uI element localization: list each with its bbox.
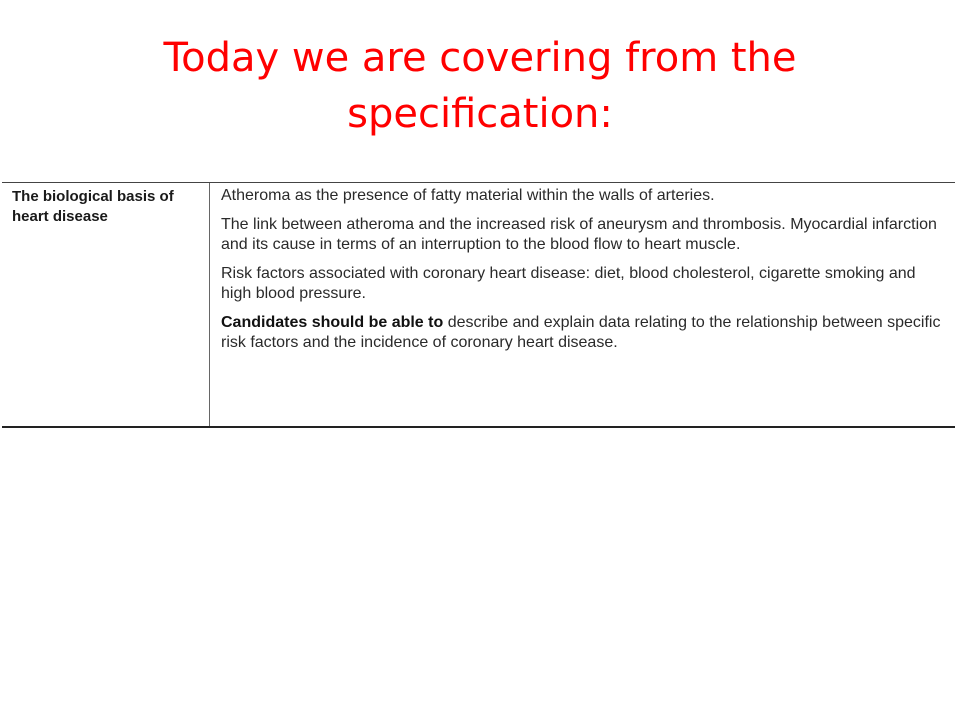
specification-table	[2, 182, 955, 428]
spec-topic-cell: The biological basis of heart disease	[2, 183, 210, 426]
spec-paragraph-risk-factors	[221, 264, 945, 304]
spec-paragraph-candidates	[221, 313, 945, 353]
spec-paragraph-text: describe and explain data relating to the relationship between specific risk factors and the incidence of coronary heart disease.	[221, 314, 941, 351]
spec-paragraph-text: Risk factors associated with coronary heart disease: diet, blood cholesterol, cigarette smoking and high blood pressure.	[221, 265, 916, 302]
spec-paragraph-text: The link between atheroma and the increased risk of aneurysm and thrombosis. Myocardial infarction and its cause in terms of an interruption to the blood flow to heart muscle.	[221, 216, 937, 253]
spec-paragraph-atheroma	[221, 186, 945, 206]
spec-paragraph-bold-lead: Candidates should be able to	[221, 314, 444, 331]
slide-title: Today we are covering from the specification:	[163, 35, 797, 137]
spec-paragraph-aneurysm-thrombosis	[221, 215, 945, 255]
spec-content-cell	[210, 183, 955, 426]
spec-paragraph-text: Atheroma as the presence of fatty material within the walls of arteries.	[221, 187, 715, 204]
